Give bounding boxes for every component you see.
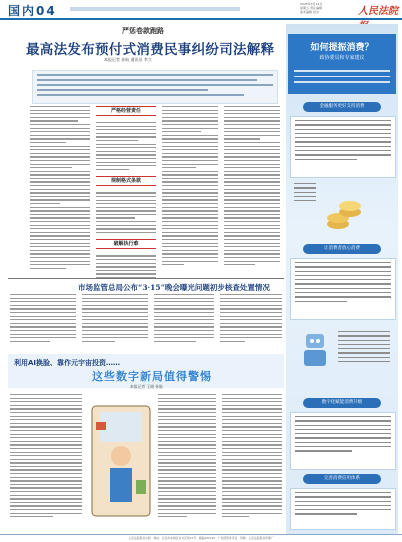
sidebar-box-2 <box>290 258 396 320</box>
sidebar-pill-3: 数字化赋能消费升级 <box>303 398 381 408</box>
sidebar-text-left <box>290 180 320 236</box>
issue-editor: 星期五 责任编辑 <box>300 6 322 10</box>
feature-kicker: 利用AI换脸、靠作元宇宙投资…… <box>14 359 121 367</box>
sidebar-box-4 <box>290 488 396 530</box>
sidebar-banner-title: 如何提振消费？ <box>310 43 374 53</box>
market-headline: 市场监管总局公布“3·15”晚会曝光问题初步核查处置情况 <box>78 283 270 292</box>
sidebar-banner-text <box>294 66 390 87</box>
body-column-3 <box>162 106 218 268</box>
article-eyebrow: 严惩卷款跑路 <box>122 27 164 35</box>
robot-icon <box>300 330 330 370</box>
sidebar-pill-1: 金融服务更好支持消费 <box>303 102 381 112</box>
sidebar-pill-4: 完善消费信用体系 <box>303 474 381 484</box>
issue-info <box>300 2 356 14</box>
market-column-4 <box>220 294 282 344</box>
body-column-4 <box>224 106 280 268</box>
page-footer: 人民法院报社出版 · 地址：北京市东城区东交民巷27号 · 邮编100745 · 广告经营许可证 · 印刷：人民法院报社印刷厂 <box>0 534 402 542</box>
sidebar-text-right <box>334 328 394 388</box>
sidebar-box-1 <box>290 116 396 178</box>
subhead-3: 破解执行难 <box>96 239 156 249</box>
feature-title: 这些数字新局值得警惕 <box>92 370 212 383</box>
market-column-1 <box>10 294 76 344</box>
main-byline: 本报记者 孙航 通讯员 李立 <box>104 57 152 62</box>
feature-column-2 <box>158 394 216 520</box>
newspaper-logo: 人民法院 <box>358 6 398 17</box>
header-rule <box>70 7 240 11</box>
body-column-2 <box>96 106 156 281</box>
coins-icon <box>324 196 364 232</box>
market-column-3 <box>154 294 214 344</box>
market-column-2 <box>82 294 148 344</box>
main-headline: 最高法发布预付式消费民事纠纷司法解释 <box>26 42 275 58</box>
body-column-1 <box>30 106 90 271</box>
subhead-2: 规制格式条款 <box>96 176 156 186</box>
article-summary-box <box>32 70 278 104</box>
issue-date: 2025年3月14日 <box>300 2 323 6</box>
section-title: 国内04 <box>8 4 57 18</box>
scam-illustration <box>88 400 154 520</box>
sidebar-pill-2: 让消费者放心消费 <box>303 244 381 254</box>
feature-column-1 <box>10 394 82 520</box>
feature-byline: 本报记者 王晓 孙航 <box>130 384 163 389</box>
section-divider <box>8 278 284 279</box>
sidebar-banner-subtitle: 政协委员和专家建议 <box>319 55 365 61</box>
issue-proofreader: 美术编辑 校对 <box>300 10 319 14</box>
subhead-1: 严格经营责任 <box>96 106 156 116</box>
sidebar-box-3 <box>290 412 396 470</box>
feature-column-3 <box>222 394 282 520</box>
